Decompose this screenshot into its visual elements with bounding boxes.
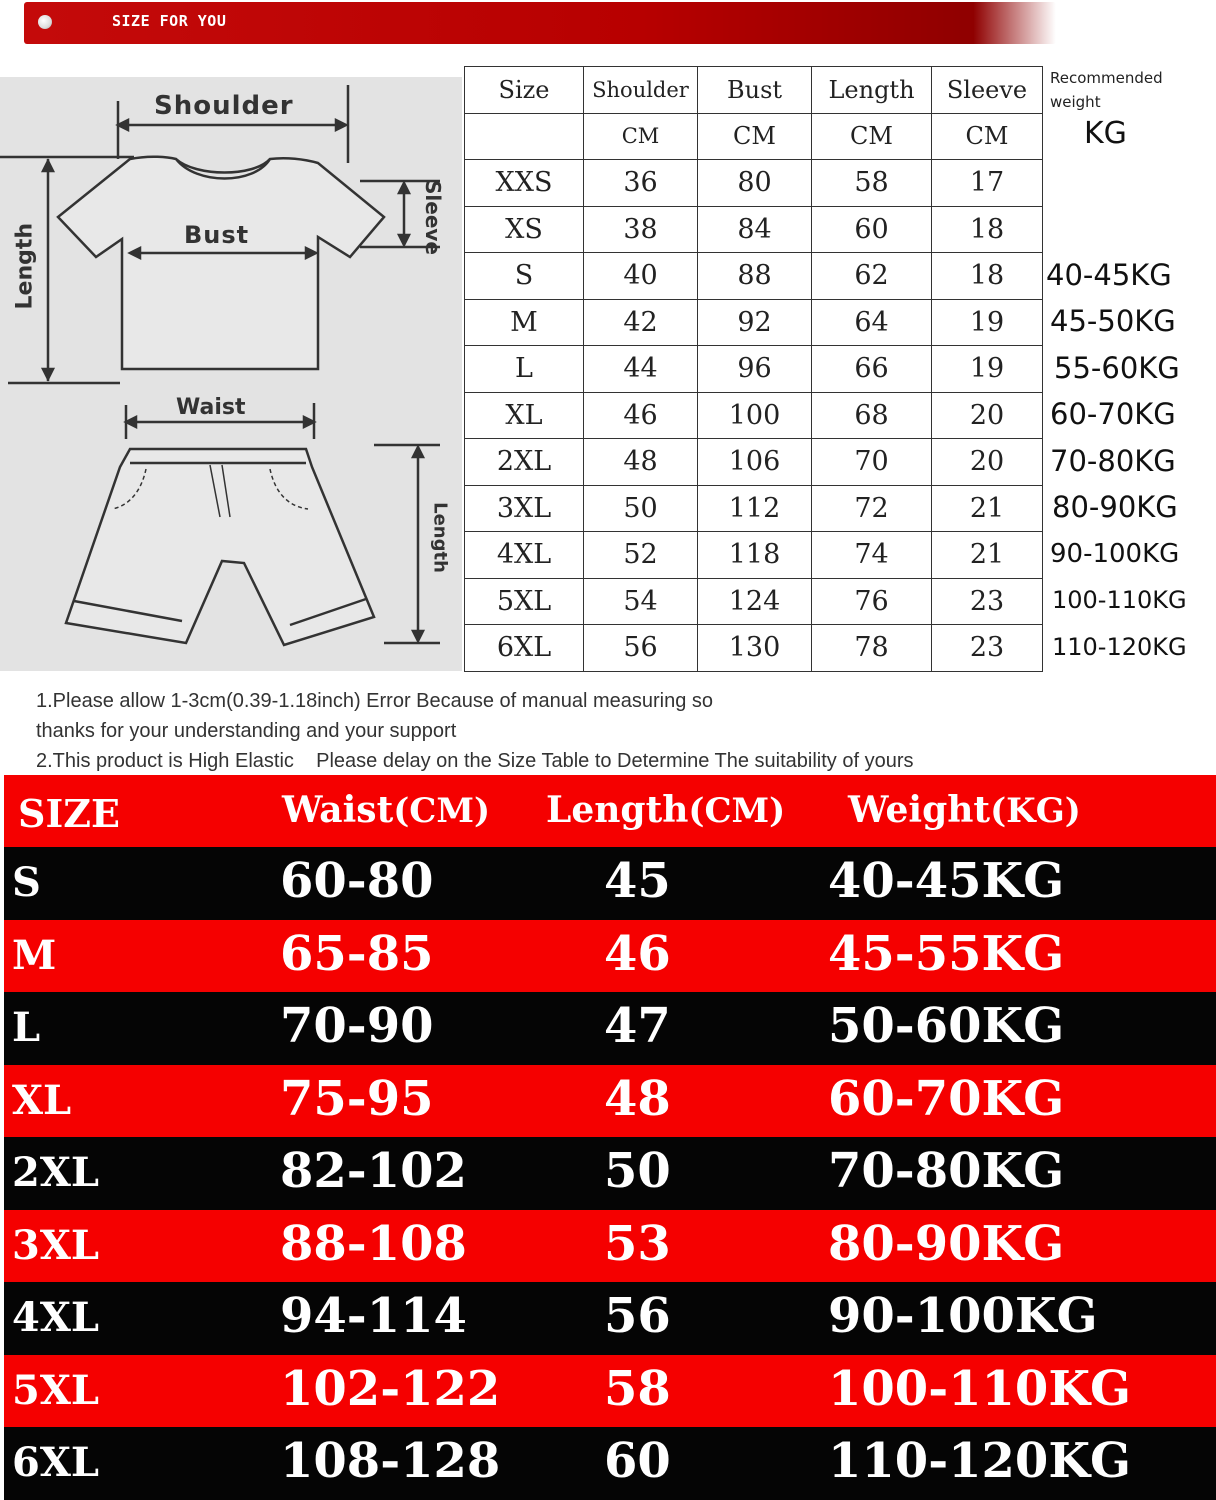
cell-bust: 130 (698, 625, 812, 672)
shorts-table-row (4, 1137, 1216, 1211)
cell-size: 6XL (465, 625, 584, 672)
bust-label: Bust (184, 221, 250, 249)
cell-weight: 110-120KG (828, 1433, 1132, 1489)
recommended-weight-value: 70-80KG (1050, 443, 1176, 478)
banner-title: SIZE FOR YOU (112, 12, 227, 30)
cell-shoulder: 54 (584, 578, 698, 625)
cell-shoulder: 44 (584, 346, 698, 393)
unit-sleeve: CM (932, 113, 1043, 160)
table-row (465, 253, 1043, 300)
shorts-table-row (4, 1355, 1216, 1429)
cell-length: 50 (604, 1143, 671, 1199)
table-row (465, 439, 1043, 486)
cell-length: 47 (604, 998, 671, 1054)
shorts-table-row (4, 992, 1216, 1066)
cell-waist: 75-95 (280, 1070, 434, 1127)
cell-length: 58 (604, 1360, 671, 1417)
cell-shoulder: 46 (584, 392, 698, 439)
shorts-table-row (4, 1427, 1216, 1500)
cell-size: M (12, 931, 57, 979)
size-banner (24, 2, 1056, 44)
cell-size: L (465, 346, 584, 393)
cell-size: 3XL (12, 1221, 99, 1269)
header-waist-label: Waist (282, 789, 394, 831)
cell-waist: 102-122 (280, 1360, 501, 1417)
recommended-label-line1: Recommended (1050, 69, 1163, 87)
header-shoulder: Shoulder (584, 67, 698, 114)
header-bust: Bust (698, 67, 812, 114)
cell-waist: 82-102 (280, 1143, 467, 1199)
shorts-table-row (4, 1065, 1216, 1139)
cell-length: 78 (812, 625, 932, 672)
cell-bust: 84 (698, 206, 812, 253)
cell-bust: 106 (698, 439, 812, 486)
recommended-weight-value: 40-45KG (1046, 257, 1172, 292)
header-length: Length (812, 67, 932, 114)
cell-size: M (465, 299, 584, 346)
header-weight-label: Weight (848, 789, 991, 831)
header-waist (282, 789, 490, 831)
cell-weight: 40-45KG (828, 853, 1065, 909)
cell-shoulder: 36 (584, 160, 698, 207)
cell-size: 2XL (12, 1149, 99, 1196)
cell-size: S (12, 859, 41, 906)
cell-waist: 108-128 (280, 1433, 501, 1489)
cell-sleeve: 19 (932, 299, 1043, 346)
cell-size: 5XL (12, 1366, 99, 1414)
notes (36, 686, 913, 776)
cell-weight: 45-55KG (828, 925, 1065, 982)
cell-bust: 92 (698, 299, 812, 346)
table-row (465, 206, 1043, 253)
cell-length: 46 (604, 925, 671, 982)
unit-shoulder: CM (584, 113, 698, 160)
header-sleeve: Sleeve (932, 67, 1043, 114)
recommended-weight-unit: KG (1084, 116, 1127, 151)
table-row (465, 160, 1043, 207)
cell-weight: 80-90KG (828, 1215, 1065, 1272)
header-size: Size (465, 67, 584, 114)
shorts-table-row (4, 1282, 1216, 1356)
cell-length: 74 (812, 532, 932, 579)
cell-length: 76 (812, 578, 932, 625)
unit-bust: CM (698, 113, 812, 160)
top-length-label: Length (12, 222, 38, 310)
cell-shoulder: 40 (584, 253, 698, 300)
cell-waist: 60-80 (280, 853, 434, 909)
cell-size: 5XL (465, 578, 584, 625)
cell-size: 4XL (465, 532, 584, 579)
cell-weight: 50-60KG (828, 998, 1065, 1054)
header-size: SIZE (18, 791, 120, 836)
top-size-table (464, 66, 1043, 672)
table-row (465, 578, 1043, 625)
table-row (465, 485, 1043, 532)
cell-sleeve: 23 (932, 578, 1043, 625)
recommended-weight-value: 55-60KG (1054, 350, 1180, 385)
note-line-2: thanks for your understanding and your support (36, 720, 457, 742)
recommended-weight-value: 100-110KG (1052, 586, 1187, 615)
cell-sleeve: 21 (932, 532, 1043, 579)
cell-sleeve: 18 (932, 253, 1043, 300)
cell-length: 68 (812, 392, 932, 439)
header-waist-unit: (CM) (393, 791, 491, 831)
shoulder-label: Shoulder (154, 91, 294, 121)
cell-shoulder: 42 (584, 299, 698, 346)
cell-size: XL (465, 392, 584, 439)
note-line-1: 1.Please allow 1-3cm(0.39-1.18inch) Error Because of manual measuring so (36, 690, 714, 712)
cell-weight: 70-80KG (828, 1143, 1065, 1199)
cell-weight: 90-100KG (828, 1288, 1098, 1344)
cell-bust: 80 (698, 160, 812, 207)
header-weight-unit: (KG) (990, 791, 1081, 831)
cell-weight: 60-70KG (828, 1070, 1065, 1127)
cell-bust: 96 (698, 346, 812, 393)
cell-length: 62 (812, 253, 932, 300)
cell-sleeve: 19 (932, 346, 1043, 393)
table-row (465, 346, 1043, 393)
cell-bust: 124 (698, 578, 812, 625)
table-unit-row (465, 113, 1043, 160)
recommended-label-line2: weight (1050, 93, 1101, 111)
note-line-3: 2.This product is High Elastic Please delay on the Size Table to Determine The suitability of yours (36, 750, 914, 772)
table-row (465, 532, 1043, 579)
cell-length: 64 (812, 299, 932, 346)
cell-sleeve: 21 (932, 485, 1043, 532)
cell-shoulder: 56 (584, 625, 698, 672)
cell-size: 3XL (465, 485, 584, 532)
cell-size: XL (12, 1076, 72, 1124)
cell-size: S (465, 253, 584, 300)
cell-sleeve: 23 (932, 625, 1043, 672)
cell-bust: 88 (698, 253, 812, 300)
cell-sleeve: 20 (932, 439, 1043, 486)
recommended-weight-label (1050, 66, 1163, 114)
header-length-unit: (CM) (688, 791, 786, 831)
cell-length: 45 (604, 853, 671, 909)
cell-length: 60 (604, 1433, 671, 1489)
table-row (465, 392, 1043, 439)
table-row (465, 299, 1043, 346)
cell-length: 70 (812, 439, 932, 486)
cell-length: 53 (604, 1215, 671, 1272)
cell-size: 4XL (12, 1294, 99, 1341)
sleeve-label: Sleeve (421, 180, 445, 255)
table-header-row (465, 67, 1043, 114)
cell-shoulder: 50 (584, 485, 698, 532)
cell-length: 60 (812, 206, 932, 253)
cell-size: L (12, 1004, 41, 1051)
cell-length: 48 (604, 1070, 671, 1127)
recommended-weight-value: 80-90KG (1052, 490, 1178, 525)
cell-sleeve: 17 (932, 160, 1043, 207)
unit-size (465, 113, 584, 160)
cell-shoulder: 48 (584, 439, 698, 486)
recommended-weight-value: 45-50KG (1050, 304, 1176, 339)
cell-length: 56 (604, 1288, 671, 1344)
cell-shoulder: 52 (584, 532, 698, 579)
cell-waist: 65-85 (280, 925, 434, 982)
cell-length: 72 (812, 485, 932, 532)
cell-size: XXS (465, 160, 584, 207)
table-row (465, 625, 1043, 672)
cell-bust: 118 (698, 532, 812, 579)
cell-length: 58 (812, 160, 932, 207)
cell-waist: 88-108 (280, 1215, 467, 1272)
header-weight (848, 789, 1081, 831)
shorts-table-row (4, 1210, 1216, 1284)
cell-waist: 94-114 (280, 1288, 467, 1344)
bullet-icon (38, 15, 52, 29)
shorts-length-label: Length (429, 502, 451, 573)
header-length-label: Length (546, 789, 689, 831)
cell-shoulder: 38 (584, 206, 698, 253)
cell-length: 66 (812, 346, 932, 393)
shorts-table-row (4, 920, 1216, 994)
unit-length: CM (812, 113, 932, 160)
cell-weight: 100-110KG (828, 1360, 1132, 1417)
waist-label: Waist (176, 395, 246, 420)
header-length (546, 789, 785, 831)
garment-diagram (0, 77, 462, 671)
recommended-weight-value: 60-70KG (1050, 397, 1176, 432)
cell-size: 6XL (12, 1439, 99, 1486)
cell-size: 2XL (465, 439, 584, 486)
cell-sleeve: 18 (932, 206, 1043, 253)
shorts-size-table (4, 775, 1216, 1500)
cell-bust: 112 (698, 485, 812, 532)
measurement-illustration (0, 77, 462, 671)
cell-waist: 70-90 (280, 998, 434, 1054)
cell-size: XS (465, 206, 584, 253)
cell-sleeve: 20 (932, 392, 1043, 439)
recommended-weight-value: 110-120KG (1052, 632, 1187, 661)
shorts-table-row (4, 847, 1216, 921)
recommended-weight-value: 90-100KG (1050, 538, 1180, 569)
shorts-table-header (4, 775, 1216, 847)
cell-bust: 100 (698, 392, 812, 439)
